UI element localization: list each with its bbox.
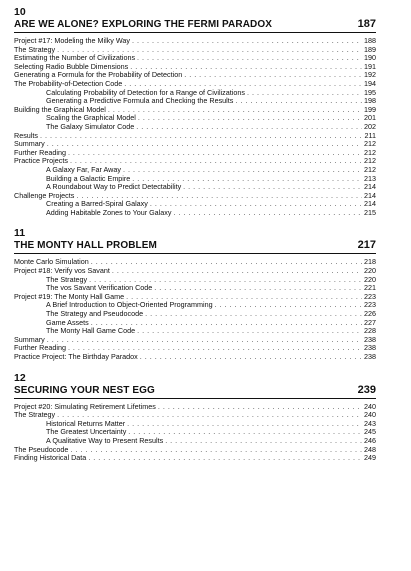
dot-leader: [150, 200, 362, 209]
toc-entry-title: Further Reading: [14, 343, 66, 353]
toc-entry-title: The vos Savant Verification Code: [46, 283, 153, 293]
toc-entry-page: 213: [364, 173, 376, 183]
toc-entry-page: 245: [364, 427, 376, 437]
toc-entry-title: The Greatest Uncertainty: [46, 427, 127, 437]
toc-entry-page: 223: [364, 300, 376, 310]
toc-entry-page: 201: [364, 113, 376, 123]
toc-entry-page: 246: [364, 435, 376, 445]
toc-entry: [14, 209, 376, 218]
toc-entry-page: 249: [364, 453, 376, 463]
toc-entry-title: Generating a Predictive Formula and Checking the Results: [46, 96, 234, 106]
toc-entry-page: 192: [364, 70, 376, 80]
chapter-page: 217: [357, 239, 376, 252]
toc-entry-page: 228: [364, 326, 376, 336]
toc-entry: [14, 132, 376, 141]
chapter-number: 12: [14, 371, 26, 384]
dot-leader: [165, 437, 362, 446]
toc-entry-title: Building a Galactic Empire: [46, 173, 131, 183]
toc-entry-title: Project #20: Simulating Retirement Lifetimes: [14, 401, 156, 411]
toc-entry-title: Practice Project: The Birthday Paradox: [14, 352, 138, 361]
toc-entry-page: 191: [364, 61, 376, 71]
table-of-contents: [14, 6, 376, 473]
toc-entry-title: A Brief Introduction to Object-Oriented Programming: [46, 300, 213, 310]
toc-entry-page: 195: [364, 87, 376, 97]
toc-entry-title: A Roundabout Way to Predict Detectability: [46, 182, 182, 192]
entry-list: [14, 37, 376, 217]
chapter-heading: [14, 384, 376, 399]
toc-entry-title: Game Assets: [46, 317, 89, 327]
chapter-title: ARE WE ALONE? EXPLORING THE FERMI PARADOX: [14, 19, 272, 30]
toc-entry-title: The Strategy: [14, 410, 56, 420]
toc-entry-title: Scaling the Graphical Model: [46, 113, 136, 123]
toc-entry: [14, 37, 376, 46]
toc-entry-page: 190: [364, 53, 376, 63]
toc-entry-page: 218: [364, 257, 376, 267]
toc-entry-page: 227: [364, 317, 376, 327]
dot-leader: [140, 353, 362, 362]
toc-entry-title: Calculating Probability of Detection for a Range of Civilizations: [46, 87, 245, 97]
toc-entry-title: Further Reading: [14, 147, 66, 157]
toc-entry-title: Project #18: Verify vos Savant: [14, 266, 110, 276]
chapter-page: 187: [357, 18, 376, 30]
toc-entry-title: Creating a Barred-Spiral Galaxy: [46, 199, 148, 209]
chapter-title: SECURING YOUR NEST EGG: [14, 384, 155, 396]
dot-leader: [158, 403, 362, 412]
chapter-title: THE MONTY HALL PROBLEM: [14, 240, 157, 252]
toc-entry-page: 188: [364, 36, 376, 45]
dot-leader: [247, 89, 362, 98]
toc-entry-title: Finding Historical Data: [14, 453, 87, 463]
dot-leader: [47, 140, 362, 149]
toc-entry-page: 220: [364, 274, 376, 284]
toc-entry-title: Selecting Radio Bubble Dimensions: [14, 61, 129, 71]
chapter-10: [14, 6, 376, 217]
dot-leader: [127, 420, 362, 429]
toc-entry-title: The Pseudocode: [14, 444, 69, 454]
dot-leader: [173, 209, 362, 218]
toc-entry-title: The Probability-of-Detection Code: [14, 78, 123, 88]
toc-entry-page: 226: [364, 309, 376, 319]
toc-entry: [14, 140, 376, 149]
dot-leader: [88, 454, 362, 463]
dot-leader: [136, 123, 362, 132]
toc-entry-title: Challenge Projects: [14, 190, 75, 200]
toc-entry-title: The Strategy: [14, 44, 56, 54]
toc-entry-page: 240: [364, 410, 376, 420]
toc-entry-page: 198: [364, 96, 376, 106]
toc-entry-title: Practice Projects: [14, 156, 68, 166]
chapter-heading: [14, 239, 376, 254]
toc-entry-title: Monte Carlo Simulation: [14, 257, 89, 267]
toc-entry: [14, 327, 376, 336]
dot-leader: [68, 149, 362, 158]
toc-entry-title: Project #19: The Monty Hall Game: [14, 291, 125, 301]
toc-entry-page: 211: [364, 130, 376, 140]
entry-list: [14, 258, 376, 361]
chapter-number: 10: [14, 6, 26, 18]
toc-entry-title: The Galaxy Simulator Code: [46, 121, 135, 131]
chapter-page: 239: [357, 383, 376, 396]
toc-entry-title: A Qualitative Way to Present Results: [46, 435, 164, 445]
toc-entry-page: 212: [364, 139, 376, 149]
toc-entry: [14, 454, 376, 463]
toc-entry-page: 212: [364, 156, 376, 166]
toc-entry-page: 212: [364, 164, 376, 174]
toc-entry-title: Generating a Formula for the Probability of Detection: [14, 70, 183, 80]
toc-entry-title: Summary: [14, 139, 45, 149]
chapter-heading: [14, 18, 376, 33]
toc-entry-page: 243: [364, 418, 376, 428]
toc-entry-title: Project #17: Modeling the Milky Way: [14, 36, 130, 45]
toc-entry-page: 221: [364, 283, 376, 293]
toc-entry-title: A Galaxy Far, Far Away: [46, 164, 121, 174]
toc-entry-page: 223: [364, 291, 376, 301]
dot-leader: [235, 97, 362, 106]
toc-entry-title: Historical Returns Matter: [46, 418, 126, 428]
dot-leader: [112, 267, 362, 276]
chapter-12: [14, 372, 376, 463]
dot-leader: [138, 114, 362, 123]
toc-entry-page: 199: [364, 104, 376, 114]
toc-entry-page: 214: [364, 182, 376, 192]
dot-leader: [108, 106, 362, 115]
dot-leader: [132, 37, 362, 46]
toc-entry: [14, 123, 376, 132]
dot-leader: [91, 258, 362, 267]
dot-leader: [184, 71, 362, 80]
toc-entry-page: 202: [364, 121, 376, 131]
dot-leader: [70, 446, 362, 455]
toc-entry-page: 194: [364, 78, 376, 88]
toc-entry: [14, 353, 376, 362]
toc-entry-page: 214: [364, 190, 376, 200]
toc-entry-title: The Strategy: [46, 274, 88, 284]
toc-entry: [14, 149, 376, 158]
toc-entry: [14, 437, 376, 446]
toc-entry-title: Estimating the Number of Civilizations: [14, 53, 136, 63]
toc-entry-page: 238: [364, 343, 376, 353]
dot-leader: [137, 327, 362, 336]
toc-entry-title: Building the Graphical Model: [14, 104, 106, 114]
dot-leader: [128, 428, 362, 437]
dot-leader: [123, 166, 362, 175]
entry-list: [14, 403, 376, 463]
dot-leader: [47, 336, 362, 345]
toc-entry-title: The Strategy and Pseudocode: [46, 309, 144, 319]
toc-entry-page: 238: [364, 352, 376, 361]
toc-entry-page: 220: [364, 266, 376, 276]
dot-leader: [137, 54, 362, 63]
dot-leader: [145, 310, 362, 319]
toc-entry-page: 215: [364, 207, 376, 217]
toc-entry-page: 189: [364, 44, 376, 54]
toc-entry-page: 248: [364, 444, 376, 454]
dot-leader: [215, 301, 362, 310]
chapter-11: [14, 227, 376, 361]
toc-entry-title: Summary: [14, 334, 45, 344]
toc-entry-page: 214: [364, 199, 376, 209]
dot-leader: [154, 284, 362, 293]
dot-leader: [40, 132, 363, 141]
dot-leader: [183, 183, 362, 192]
toc-entry-page: 238: [364, 334, 376, 344]
toc-entry: [14, 403, 376, 412]
toc-entry-title: Results: [14, 130, 38, 140]
toc-entry-page: 212: [364, 147, 376, 157]
toc-entry-page: 240: [364, 401, 376, 411]
toc-entry-title: The Monty Hall Game Code: [46, 326, 136, 336]
toc-entry-title: Adding Habitable Zones to Your Galaxy: [46, 207, 172, 217]
toc-entry: [14, 336, 376, 345]
chapter-number: 11: [14, 227, 26, 240]
